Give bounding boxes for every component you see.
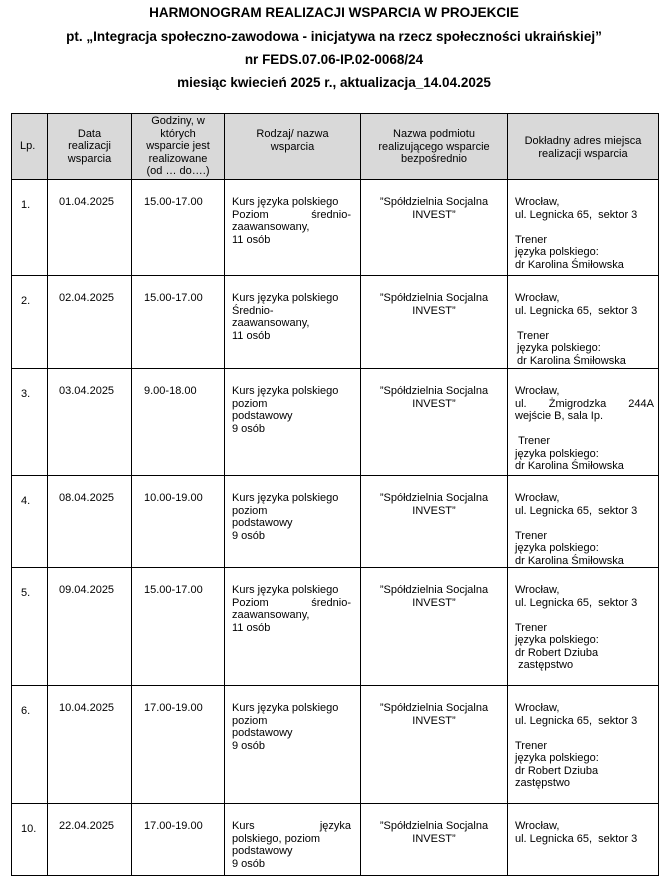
cell-hours: 15.00-17.00 <box>132 276 225 369</box>
cell-hours: 10.00-19.00 <box>132 476 225 568</box>
cell-address: Wrocław, ul. Legnicka 65, sektor 3 Trener języka polskiego: dr Robert Dziuba zastępstwo <box>508 568 659 686</box>
cell-type: Kurs języka polskiego poziom podstawowy 9 osób <box>225 476 361 568</box>
cell-entity: ”Spółdzielnia Socjalna INVEST” <box>361 369 508 476</box>
cell-lp: 1. <box>12 180 48 276</box>
cell-lp: 2. <box>12 276 48 369</box>
cell-lp: 10. <box>12 804 48 876</box>
col-header-address: Dokładny adres miejsca realizacji wsparcia <box>508 114 659 180</box>
cell-date: 08.04.2025 <box>48 476 132 568</box>
cell-date: 09.04.2025 <box>48 568 132 686</box>
project-name: pt. „Integracja społeczno-zawodowa - inicjatywa na rzecz społeczności ukraińskiej” <box>66 29 602 44</box>
cell-lp: 5. <box>12 568 48 686</box>
cell-lp: 3. <box>12 369 48 476</box>
table-row <box>12 276 659 369</box>
table-row <box>12 369 659 476</box>
cell-entity: ”Spółdzielnia Socjalna INVEST” <box>361 180 508 276</box>
table-row <box>12 686 659 804</box>
cell-hours: 17.00-19.00 <box>132 686 225 804</box>
cell-date: 03.04.2025 <box>48 369 132 476</box>
cell-hours: 9.00-18.00 <box>132 369 225 476</box>
cell-date: 10.04.2025 <box>48 686 132 804</box>
col-header-entity: Nazwa podmiotu realizującego wsparcie bezpośrednio <box>361 114 508 180</box>
col-header-lp: Lp. <box>12 114 48 180</box>
table-header-row <box>12 114 659 180</box>
cell-type: Kurs języka polskiego poziom podstawowy 9 osób <box>225 369 361 476</box>
cell-address: Wrocław, ul. Legnicka 65, sektor 3 Trener języka polskiego: dr Karolina Śmiłowska <box>508 476 659 568</box>
cell-entity: ”Spółdzielnia Socjalna INVEST” <box>361 476 508 568</box>
col-header-type: Rodzaj/ nazwa wsparcia <box>225 114 361 180</box>
cell-entity: ”Spółdzielnia Socjalna INVEST” <box>361 804 508 876</box>
document-title: HARMONOGRAM REALIZACJI WSPARCIA W PROJEKCIE <box>149 5 519 20</box>
project-number: nr FEDS.07.06-IP.02-0068/24 <box>244 52 424 67</box>
cell-address: Wrocław, ul. Legnicka 65, sektor 3 <box>508 804 659 876</box>
cell-address: Wrocław, ul. Legnicka 65, sektor 3 Trener języka polskiego: dr Karolina Śmiłowska <box>508 180 659 276</box>
cell-date: 01.04.2025 <box>48 180 132 276</box>
cell-address: Wrocław, ul. Legnicka 65, sektor 3 Trener języka polskiego: dr Karolina Śmiłowska <box>508 276 659 369</box>
table-row <box>12 804 659 876</box>
cell-type: Kurs języka polskiego Średnio- zaawansowany, 11 osób <box>225 276 361 369</box>
cell-address: Wrocław, ul. Legnicka 65, sektor 3 Trener języka polskiego: dr Robert Dziuba zastępstwo <box>508 686 659 804</box>
cell-entity: ”Spółdzielnia Socjalna INVEST” <box>361 686 508 804</box>
cell-type: Kurs języka polskiego Poziom średnio- zaawansowany, 11 osób <box>225 568 361 686</box>
cell-hours: 17.00-19.00 <box>132 804 225 876</box>
cell-type: Kurs języka polskiego, poziom podstawowy 9 osób <box>225 804 361 876</box>
table-row <box>12 180 659 276</box>
table-row <box>12 476 659 568</box>
cell-hours: 15.00-17.00 <box>132 180 225 276</box>
cell-date: 02.04.2025 <box>48 276 132 369</box>
col-header-date: Data realizacji wsparcia <box>48 114 132 180</box>
month-update: miesiąc kwiecień 2025 r., aktualizacja_14.04.2025 <box>177 75 491 90</box>
col-header-hours: Godziny, w których wsparcie jest realizowane (od … do….) <box>132 114 225 180</box>
cell-entity: ”Spółdzielnia Socjalna INVEST” <box>361 276 508 369</box>
schedule-table <box>11 113 659 876</box>
table-row <box>12 568 659 686</box>
cell-lp: 6. <box>12 686 48 804</box>
cell-type: Kurs języka polskiego poziom podstawowy 9 osób <box>225 686 361 804</box>
cell-date: 22.04.2025 <box>48 804 132 876</box>
cell-hours: 15.00-17.00 <box>132 568 225 686</box>
cell-address: Wrocław, ul. Żmigrodzka 244A wejście B, sala Ip. Trener języka polskiego: dr Karolina Śmiłowska <box>508 369 659 476</box>
cell-type: Kurs języka polskiego Poziom średnio- zaawansowany, 11 osób <box>225 180 361 276</box>
cell-lp: 4. <box>12 476 48 568</box>
cell-entity: ”Spółdzielnia Socjalna INVEST” <box>361 568 508 686</box>
